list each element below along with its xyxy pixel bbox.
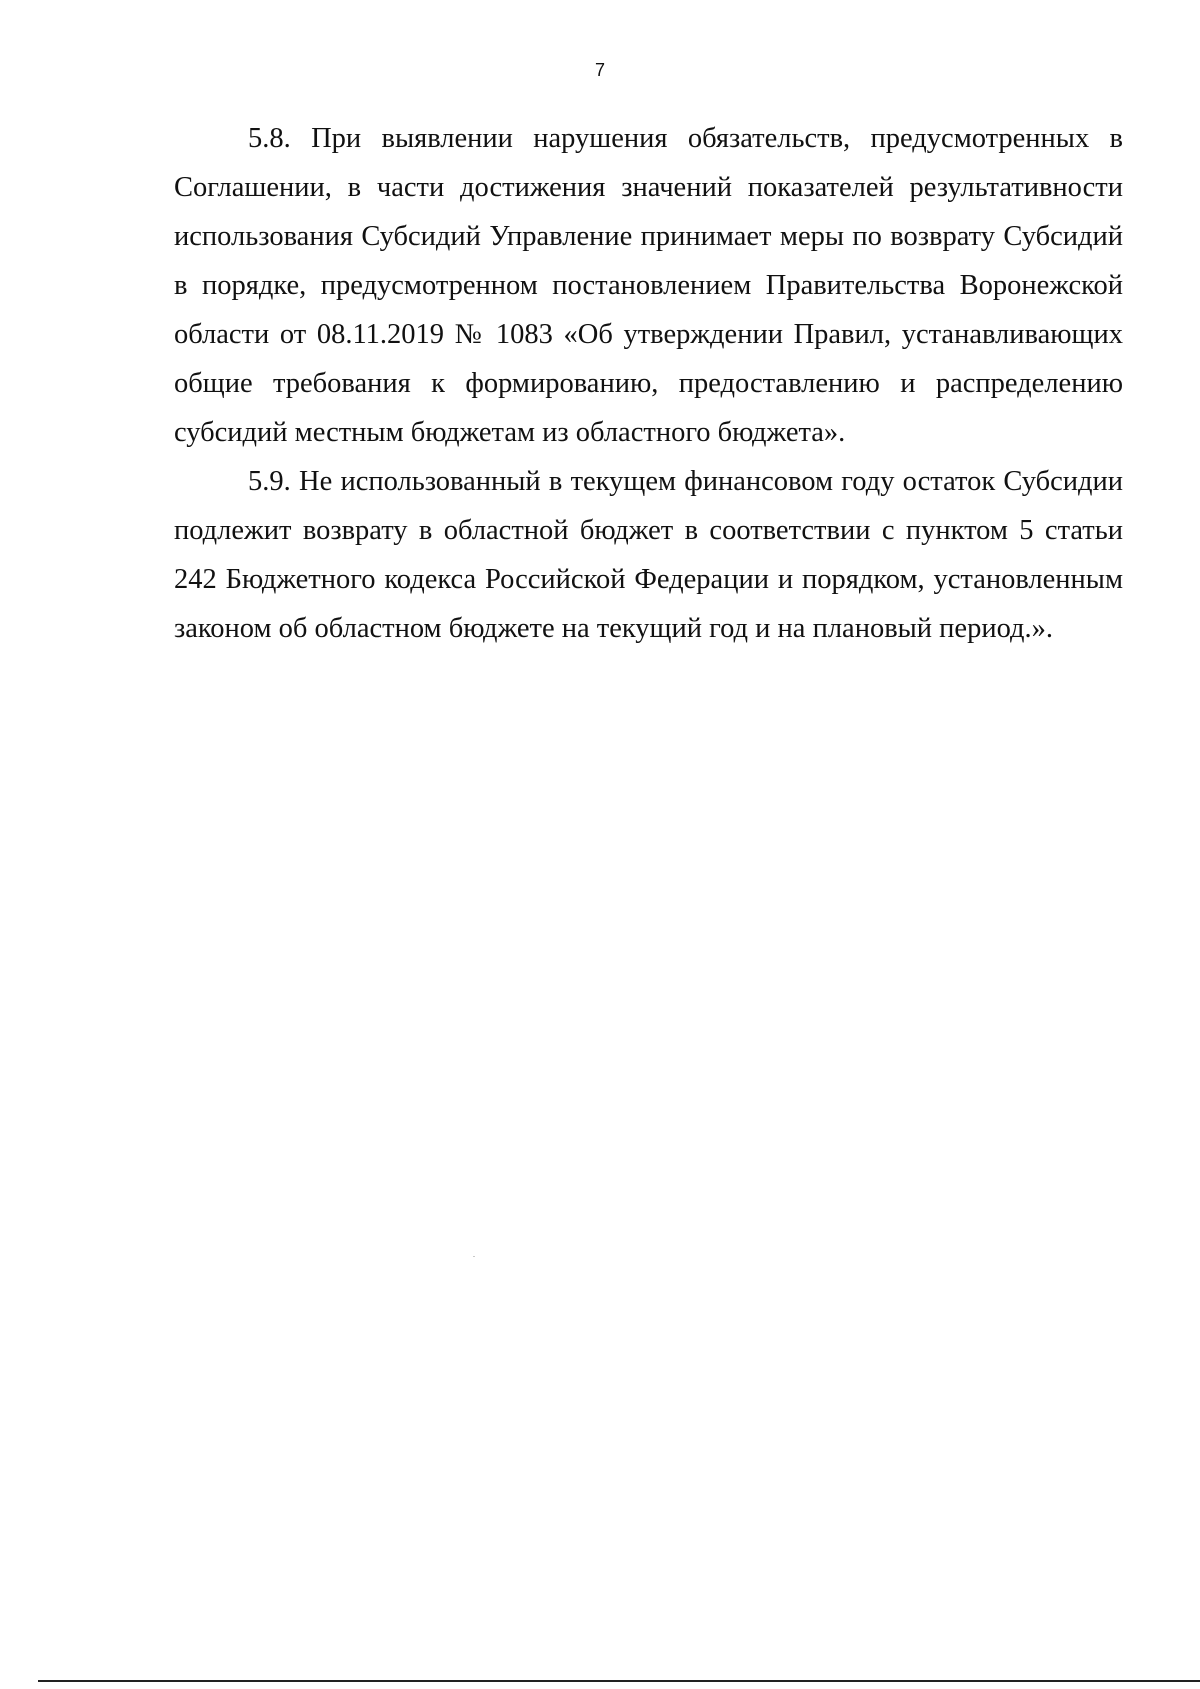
text-line: 242 Бюджетного кодекса Российской Федерации и порядком, установленным (174, 564, 1123, 595)
page-number: 7 (594, 60, 605, 80)
text-line: субсидий местным бюджетам из областного бюджета». (174, 417, 846, 448)
text-line: подлежит возврату в областной бюджет в соответствии с пунктом 5 статьи (174, 515, 1123, 546)
text-line: 5.9. Не использованный в текущем финансовом году остаток Субсидии (248, 466, 1123, 497)
scan-speck (473, 1256, 475, 1257)
text-line: 5.8. При выявлении нарушения обязательств, предусмотренных в (248, 123, 1123, 154)
page-bottom-rule (38, 1680, 1200, 1682)
text-line: общие требования к формированию, предоставлению и распределению (174, 368, 1123, 399)
paragraph-5-9 (174, 457, 1123, 653)
text-line: законом об областном бюджете на текущий год и на плановый период.». (174, 613, 1054, 644)
text-line: Соглашении, в части достижения значений показателей результативности (174, 172, 1123, 203)
text-line: области от 08.11.2019 № 1083 «Об утверждении Правил, устанавливающих (174, 319, 1123, 350)
document-body (174, 114, 1123, 653)
text-line: в порядке, предусмотренном постановлением Правительства Воронежской (174, 270, 1123, 301)
paragraph-5-8 (174, 114, 1123, 457)
text-line: использования Субсидий Управление принимает меры по возврату Субсидий (174, 221, 1123, 252)
